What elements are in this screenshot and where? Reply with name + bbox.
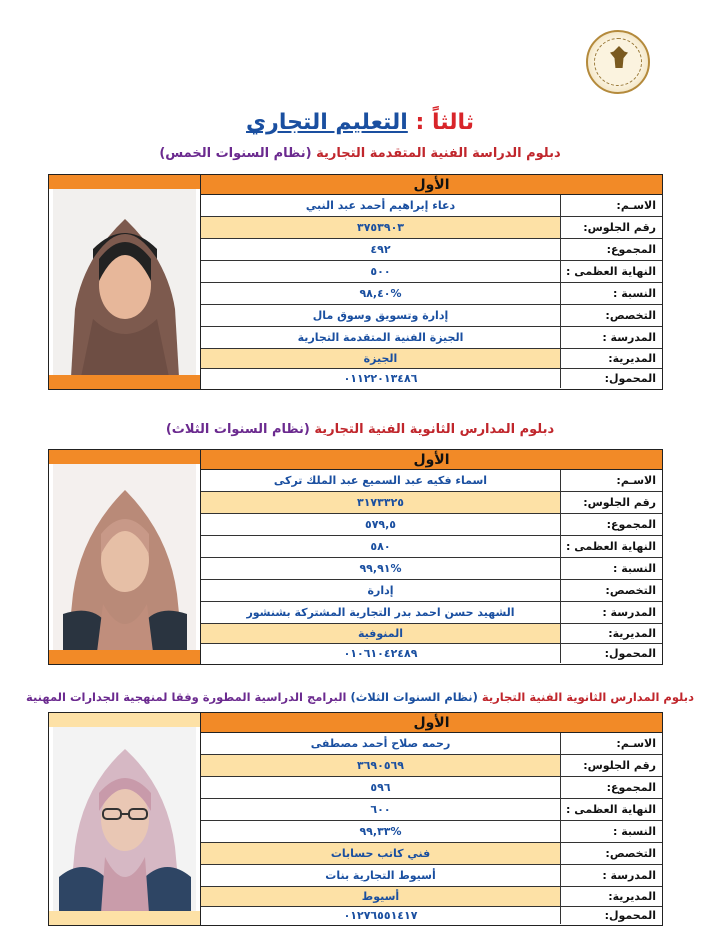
student-data bbox=[201, 175, 662, 389]
section-heading bbox=[0, 146, 720, 161]
seat-label: رقم الجلوس: bbox=[583, 496, 656, 509]
specialization-value: فني كاتب حسابات bbox=[201, 843, 561, 864]
row-specialization bbox=[201, 580, 662, 602]
specialization-value: إدارة وتسويق وسوق مال bbox=[201, 305, 561, 326]
percent-label: النسبة : bbox=[613, 562, 656, 575]
row-school bbox=[201, 865, 662, 887]
seat-label: رقم الجلوس: bbox=[583, 759, 656, 772]
mobile-value: ٠١١٢٢٠١٣٤٨٦ bbox=[201, 369, 561, 388]
total-score: ٥٧٩,٥ bbox=[201, 514, 561, 535]
mobile-label: المحمول: bbox=[604, 647, 656, 660]
row-name bbox=[201, 195, 662, 217]
specialization-label: التخصص: bbox=[605, 847, 656, 860]
row-total bbox=[201, 777, 662, 799]
page-title-label: ثالثاً : bbox=[415, 110, 474, 135]
specialization-value: إدارة bbox=[201, 580, 561, 601]
student-photo bbox=[53, 464, 196, 650]
photo-strip-top bbox=[49, 175, 200, 189]
row-school bbox=[201, 327, 662, 349]
row-specialization bbox=[201, 305, 662, 327]
row-max bbox=[201, 261, 662, 283]
row-name bbox=[201, 733, 662, 755]
section-heading-system: (نظام السنوات الثلاث) bbox=[165, 422, 310, 437]
page-title-text: التعليم التجاري bbox=[246, 110, 408, 135]
student-name: دعاء إبراهيم أحمد عبد النبي bbox=[201, 195, 561, 216]
directorate-value: المنوفية bbox=[201, 624, 561, 643]
directorate-label: المديرية: bbox=[608, 890, 656, 903]
row-total bbox=[201, 239, 662, 261]
school-label: المدرسة : bbox=[602, 869, 656, 882]
seat-label: رقم الجلوس: bbox=[583, 221, 656, 234]
total-label: المجموع: bbox=[606, 518, 656, 531]
student-photo bbox=[53, 189, 196, 375]
photo-strip-bottom bbox=[49, 911, 200, 925]
specialization-label: التخصص: bbox=[605, 309, 656, 322]
ministry-logo bbox=[586, 30, 650, 94]
section-heading-system: (نظام السنوات الخمس) bbox=[159, 146, 312, 161]
rank-header: الأول bbox=[201, 450, 662, 470]
school-value: أسيوط التجارية بنات bbox=[201, 865, 561, 886]
max-label: النهاية العظمى : bbox=[566, 803, 656, 816]
seat-number: ٣١٧٣٣٢٥ bbox=[201, 492, 561, 513]
total-score: ٥٩٦ bbox=[201, 777, 561, 798]
seat-number: ٣٦٩٠٥٦٩ bbox=[201, 755, 561, 776]
photo-frame bbox=[49, 175, 201, 389]
directorate-value: أسيوط bbox=[201, 887, 561, 906]
percent-label: النسبة : bbox=[613, 287, 656, 300]
row-directorate bbox=[201, 887, 662, 907]
row-specialization bbox=[201, 843, 662, 865]
row-percent bbox=[201, 821, 662, 843]
student-card bbox=[48, 174, 663, 390]
mobile-label: المحمول: bbox=[604, 909, 656, 922]
photo-frame bbox=[49, 713, 201, 925]
school-value: الجيزة الفنية المتقدمة التجارية bbox=[201, 327, 561, 348]
row-seat bbox=[201, 755, 662, 777]
row-school bbox=[201, 602, 662, 624]
percent-value: %٩٩,٣٣ bbox=[201, 821, 561, 842]
student-card bbox=[48, 712, 663, 926]
school-label: المدرسة : bbox=[602, 331, 656, 344]
student-card bbox=[48, 449, 663, 665]
photo-strip-bottom bbox=[49, 650, 200, 664]
section-heading-main: دبلوم الدراسة الفنية المتقدمة التجارية bbox=[316, 146, 561, 161]
rank-header: الأول bbox=[201, 175, 662, 195]
photo-strip-top bbox=[49, 713, 200, 727]
row-name bbox=[201, 470, 662, 492]
row-total bbox=[201, 514, 662, 536]
section-heading-system: (نظام السنوات الثلاث) bbox=[350, 690, 478, 704]
percent-value: %٩٨,٤٠ bbox=[201, 283, 561, 304]
photo-strip-top bbox=[49, 450, 200, 464]
row-percent bbox=[201, 558, 662, 580]
rank-header: الأول bbox=[201, 713, 662, 733]
row-mobile bbox=[201, 644, 662, 663]
max-score: ٥٠٠ bbox=[201, 261, 561, 282]
directorate-value: الجيزة bbox=[201, 349, 561, 368]
student-photo bbox=[53, 727, 196, 911]
total-score: ٤٩٢ bbox=[201, 239, 561, 260]
photo-frame bbox=[49, 450, 201, 664]
mobile-value: ٠١٢٧٦٥٥١٤١٧ bbox=[201, 907, 561, 924]
name-label: الاسـم: bbox=[616, 474, 656, 487]
photo-strip-bottom bbox=[49, 375, 200, 389]
mobile-value: ٠١٠٦١٠٤٢٤٨٩ bbox=[201, 644, 561, 663]
directorate-label: المديرية: bbox=[608, 627, 656, 640]
page-title bbox=[0, 110, 720, 135]
student-data bbox=[201, 450, 662, 664]
percent-label: النسبة : bbox=[613, 825, 656, 838]
row-directorate bbox=[201, 349, 662, 369]
row-mobile bbox=[201, 907, 662, 924]
total-label: المجموع: bbox=[606, 243, 656, 256]
percent-value: %٩٩,٩١ bbox=[201, 558, 561, 579]
max-label: النهاية العظمى : bbox=[566, 265, 656, 278]
total-label: المجموع: bbox=[606, 781, 656, 794]
section-heading-main: دبلوم المدارس الثانوية الفنية التجارية bbox=[314, 422, 555, 437]
student-name: رحمه صلاح أحمد مصطفى bbox=[201, 733, 561, 754]
max-score: ٥٨٠ bbox=[201, 536, 561, 557]
name-label: الاسـم: bbox=[616, 737, 656, 750]
max-score: ٦٠٠ bbox=[201, 799, 561, 820]
directorate-label: المديرية: bbox=[608, 352, 656, 365]
school-label: المدرسة : bbox=[602, 606, 656, 619]
row-max bbox=[201, 536, 662, 558]
section-heading-main: دبلوم المدارس الثانوية الفنية التجارية bbox=[481, 690, 694, 704]
section-heading bbox=[0, 422, 720, 437]
row-seat bbox=[201, 217, 662, 239]
row-mobile bbox=[201, 369, 662, 388]
school-value: الشهيد حسن احمد بدر التجارية المشتركة بشنشور bbox=[201, 602, 561, 623]
row-directorate bbox=[201, 624, 662, 644]
section-heading-extra: البرامج الدراسية المطورة وفقا لمنهجية الجدارات المهنية bbox=[26, 690, 347, 704]
row-seat bbox=[201, 492, 662, 514]
name-label: الاسـم: bbox=[616, 199, 656, 212]
max-label: النهاية العظمى : bbox=[566, 540, 656, 553]
seat-number: ٣٧٥٣٩٠٣ bbox=[201, 217, 561, 238]
student-name: اسماء فكيه عبد السميع عبد الملك تركى bbox=[201, 470, 561, 491]
student-data bbox=[201, 713, 662, 925]
section-heading bbox=[0, 690, 720, 704]
row-percent bbox=[201, 283, 662, 305]
row-max bbox=[201, 799, 662, 821]
specialization-label: التخصص: bbox=[605, 584, 656, 597]
mobile-label: المحمول: bbox=[604, 372, 656, 385]
